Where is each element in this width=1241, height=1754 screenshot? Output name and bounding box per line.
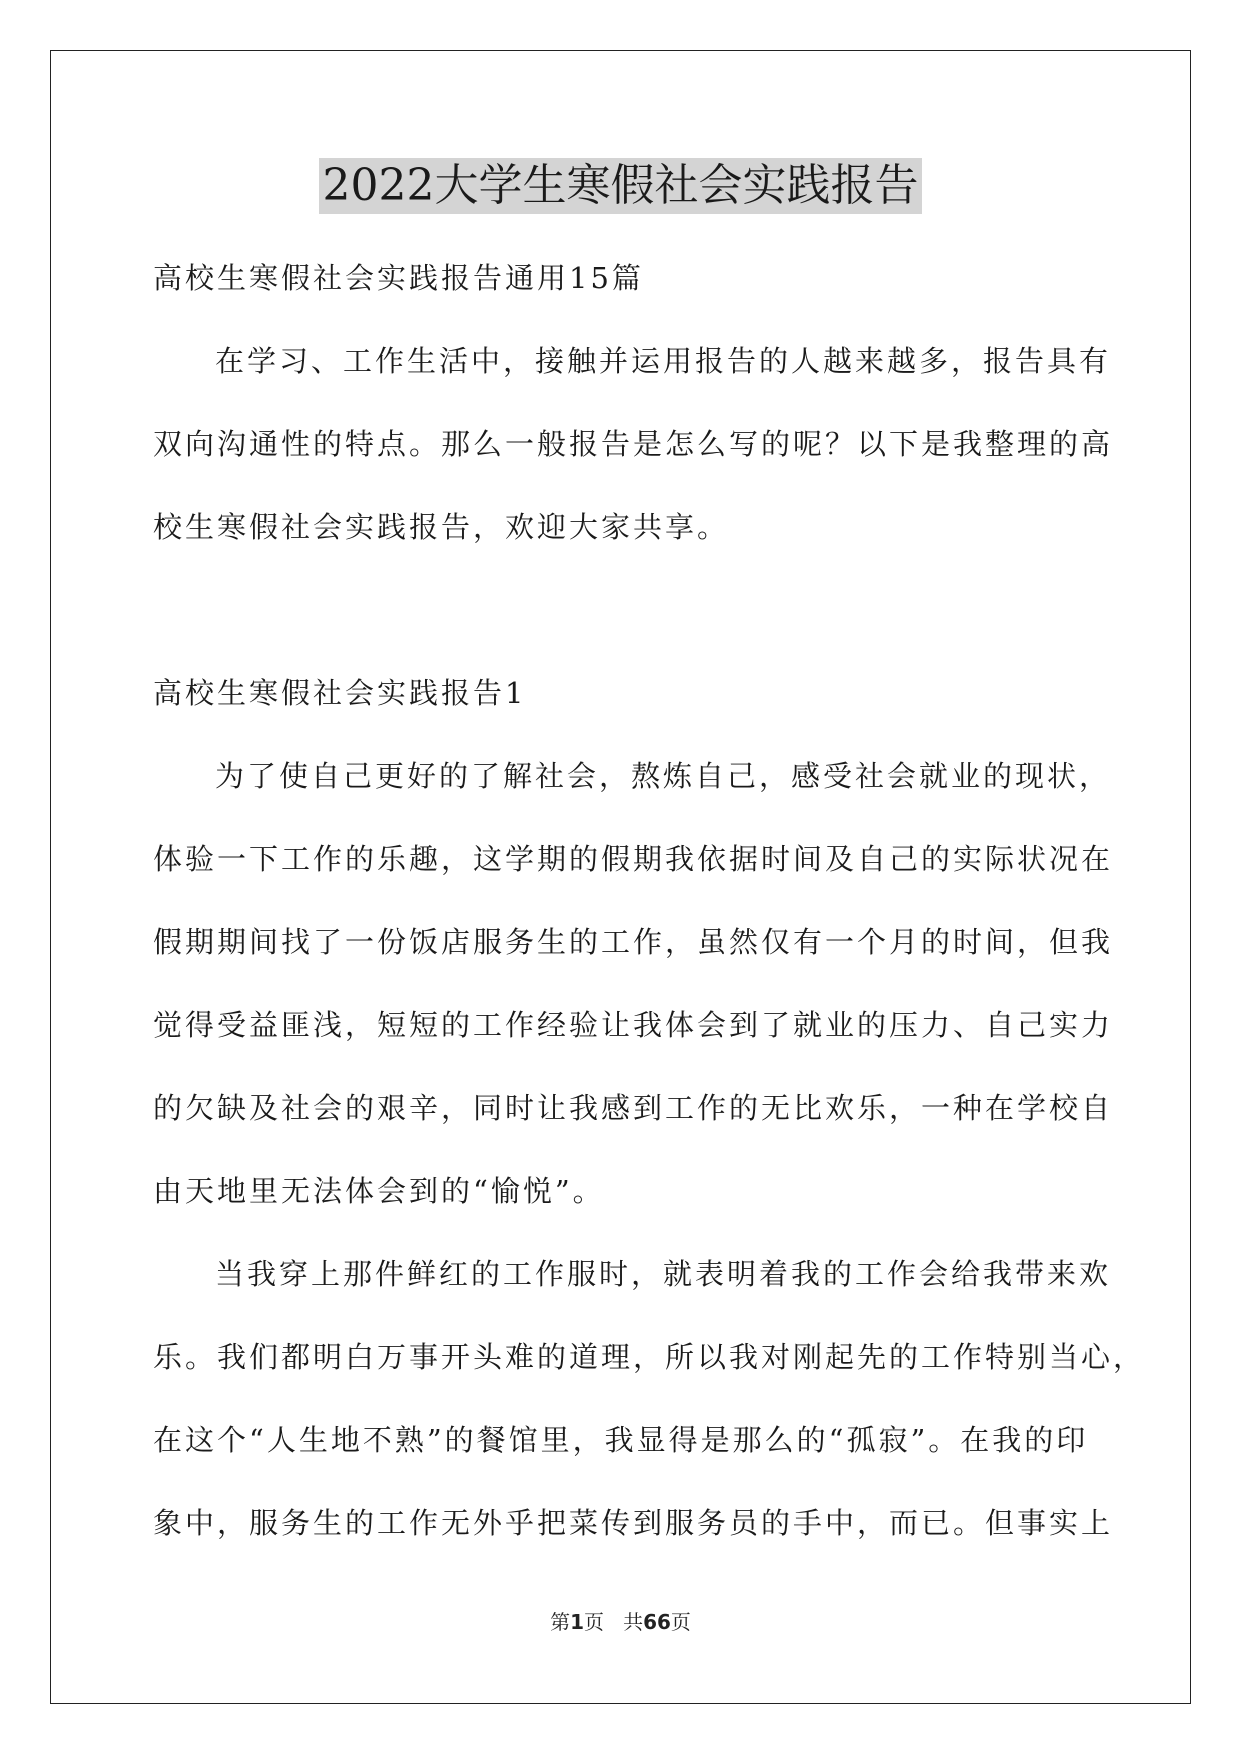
title-text-highlighted: 2022大学生寒假社会实践报告 <box>319 158 923 214</box>
footer-page-prefix: 第 <box>550 1610 571 1634</box>
paragraph-line: 为了使自己更好的了解社会，熬炼自己，感受社会就业的现状， <box>215 759 1112 793</box>
paragraph-line: 假期期间找了一份饭店服务生的工作，虽然仅有一个月的时间，但我 <box>153 925 1114 959</box>
paragraph-line: 觉得受益匪浅，短短的工作经验让我体会到了就业的压力、自己实力 <box>153 1008 1114 1042</box>
blank-line <box>153 569 1088 652</box>
intro-line: 校生寒假社会实践报告，欢迎大家共享。 <box>153 510 730 544</box>
paragraph-line: 由天地里无法体会到的“愉悦”。 <box>153 1174 605 1208</box>
paragraph-line: 乐。我们都明白万事开头难的道理，所以我对刚起先的工作特别当心， <box>153 1340 1146 1374</box>
paragraph-line: 的欠缺及社会的艰辛，同时让我感到工作的无比欢乐，一种在学校自 <box>153 1091 1114 1125</box>
paragraph-line: 当我穿上那件鲜红的工作服时，就表明着我的工作会给我带来欢 <box>215 1257 1112 1291</box>
paragraph-line: 在这个“人生地不熟”的餐馆里，我显得是那么的“孤寂”。在我的印 <box>153 1423 1089 1457</box>
footer-total-suffix: 页 <box>670 1610 691 1634</box>
paragraph-line: 象中，服务生的工作无外乎把菜传到服务员的手中，而已。但事实上 <box>153 1506 1114 1540</box>
intro-line: 在学习、工作生活中，接触并运用报告的人越来越多，报告具有 <box>215 344 1112 378</box>
intro-line: 双向沟通性的特点。那么一般报告是怎么写的呢？以下是我整理的高 <box>153 427 1114 461</box>
section-heading: 高校生寒假社会实践报告1 <box>153 676 527 710</box>
document-title <box>0 158 1241 214</box>
footer-page-suffix: 页 <box>584 1610 604 1634</box>
document-body <box>153 237 1146 1565</box>
document-subtitle: 高校生寒假社会实践报告通用15篇 <box>153 261 644 295</box>
paragraph-line: 体验一下工作的乐趣，这学期的假期我依据时间及自己的实际状况在 <box>153 842 1114 876</box>
footer-total-pages: 66 <box>643 1610 671 1634</box>
page-footer <box>0 1606 1241 1635</box>
footer-page-number: 1 <box>570 1610 584 1634</box>
footer-total-prefix: 共 <box>623 1610 644 1634</box>
